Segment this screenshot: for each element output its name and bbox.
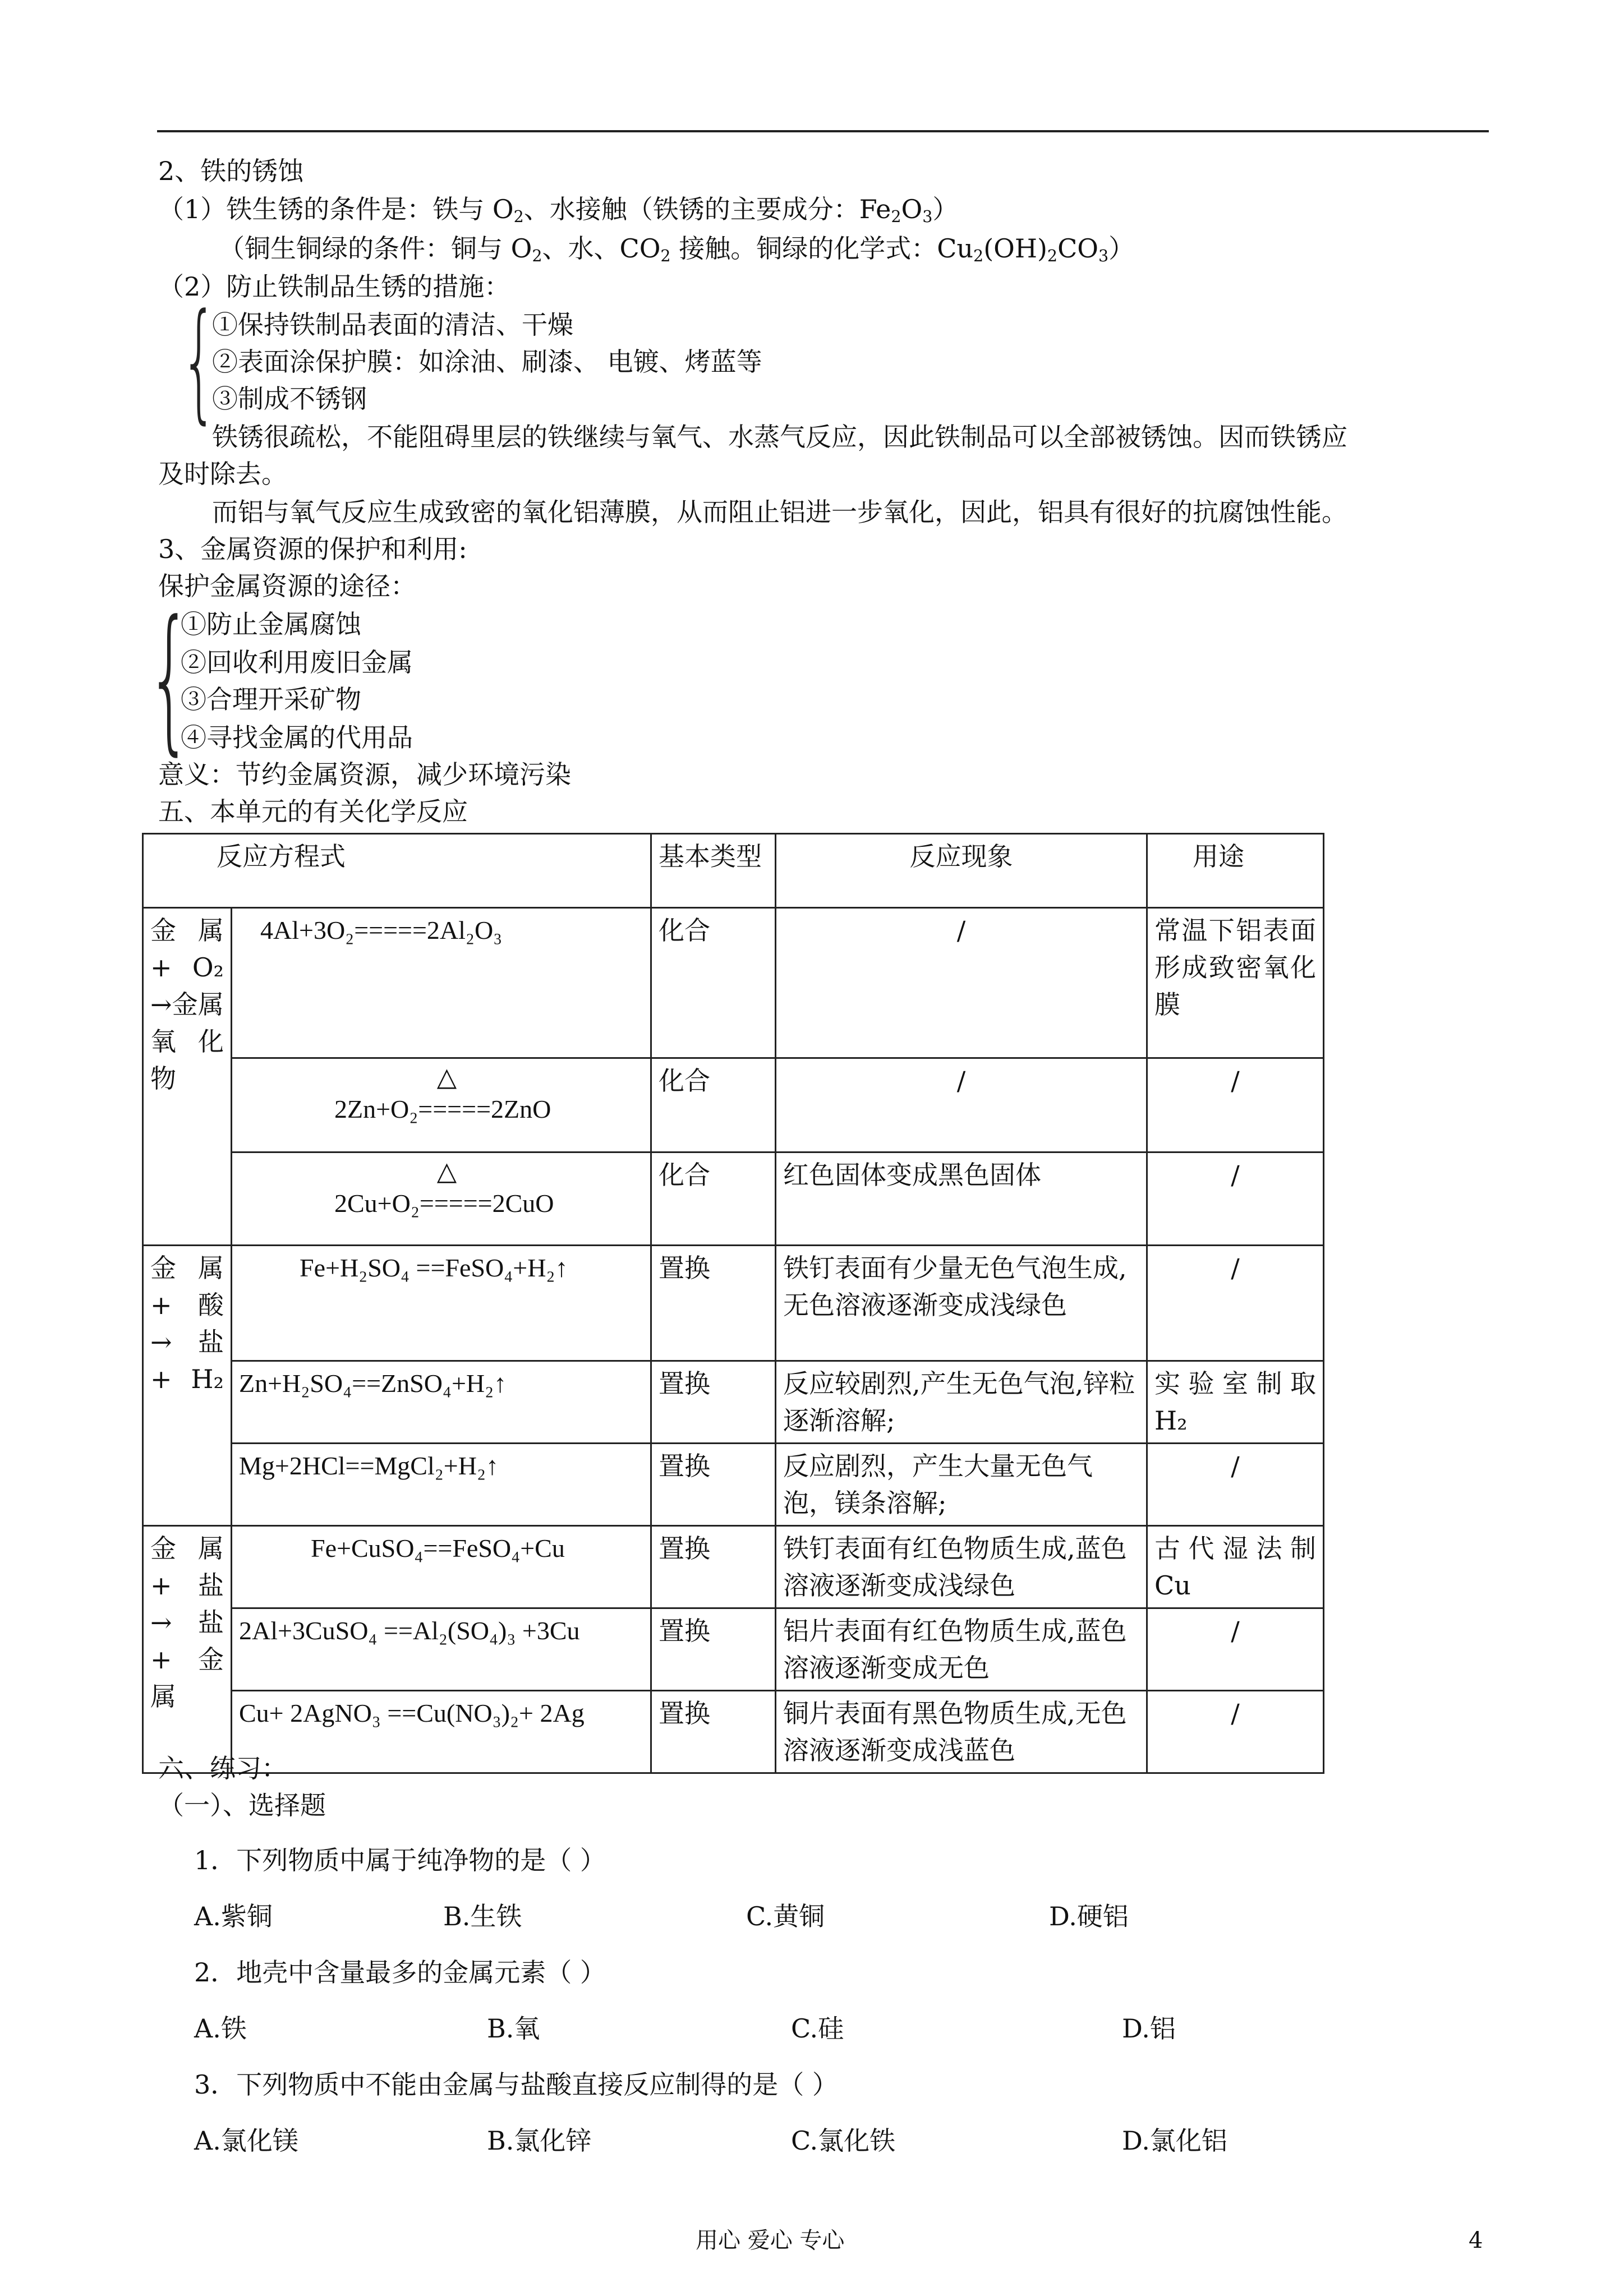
option-text: B.氯化锌	[487, 2126, 592, 2156]
table-row	[143, 908, 1324, 1058]
type-cell: 置换	[651, 1246, 776, 1361]
group-cell: 金属 + O₂ →金属氧化物	[143, 908, 232, 1246]
use-cell: 古代湿法制Cu	[1147, 1526, 1324, 1608]
phenomenon-cell: 铜片表面有黑色物质生成,无色溶液逐渐变成浅蓝色	[776, 1691, 1147, 1773]
group-cell: 金属 + 酸 →盐 + H₂	[143, 1246, 232, 1526]
paragraph-text: 及时除去。	[158, 459, 287, 489]
option-text: B.氧	[487, 2013, 540, 2044]
use-cell: /	[1147, 1444, 1324, 1526]
phenomenon-cell: 铝片表面有红色物质生成,蓝色溶液逐渐变成无色	[776, 1608, 1147, 1691]
type-cell: 化合	[651, 1152, 776, 1246]
header-cell: 反应现象	[776, 834, 1147, 908]
brace-bracket: {	[181, 287, 218, 436]
prevention-heading: （2）防止铁制品生锈的措施：	[158, 271, 510, 302]
table-row	[143, 1361, 1324, 1444]
equation-cell: Mg+2HCl==MgCl₂+H₂↑	[232, 1444, 651, 1526]
way-item: ②回收利用废旧金属	[181, 647, 413, 677]
equation-cell: 2Al+3CuSO₄ ==Al₂(SO₄)₃ +3Cu	[232, 1608, 651, 1691]
option-text: D.硬铝	[1049, 1901, 1129, 1931]
phenomenon-cell: 铁钉表面有红色物质生成,蓝色溶液逐渐变成浅绿色	[776, 1526, 1147, 1608]
page-number: 4	[1469, 2228, 1483, 2253]
table-header-row	[143, 834, 1324, 908]
measure-item: ②表面涂保护膜：如涂油、刷漆、 电镀、烤蓝等	[212, 347, 762, 377]
group-cell: 金属 + 盐 →盐 + 金属	[143, 1526, 232, 1773]
equation-cell: Fe+CuSO₄==FeSO₄+Cu	[232, 1526, 651, 1608]
brace-bracket: {	[147, 587, 192, 770]
section-heading: 2、铁的锈蚀	[158, 156, 304, 186]
paragraph-text: 而铝与氧气反应生成致密的氧化铝薄膜，从而阻止铝进一步氧化，因此，铝具有很好的抗腐蚀性能。	[212, 497, 1347, 527]
section-heading: 五、本单元的有关化学反应	[158, 796, 468, 827]
header-cell: 反应方程式	[143, 834, 651, 908]
table-row	[143, 1246, 1324, 1361]
option-text: D.氯化铝	[1122, 2126, 1227, 2156]
type-cell: 置换	[651, 1608, 776, 1691]
use-cell: 常温下铝表面形成致密氧化膜	[1147, 908, 1324, 1058]
table-row	[143, 1444, 1324, 1526]
phenomenon-cell: 铁钉表面有少量无色气泡生成,无色溶液逐渐变成浅绿色	[776, 1246, 1147, 1361]
option-text: C.黄铜	[746, 1901, 825, 1931]
phenomenon-cell: /	[776, 908, 1147, 1058]
question-text: 3．下列物质中不能由金属与盐酸直接反应制得的是（ ）	[194, 2069, 838, 2100]
table-row	[143, 1058, 1324, 1152]
option-text: A.氯化镁	[194, 2126, 298, 2156]
rust-condition-line: （1）铁生锈的条件是：铁与 $O_2$、水接触（铁锈的主要成分：$Fe_2O_3$）	[158, 194, 959, 227]
use-cell: 实验室制取H₂	[1147, 1361, 1324, 1444]
option-text: D.铝	[1122, 2013, 1176, 2044]
subheading: （一）、选择题	[158, 1790, 326, 1820]
equation-cell: Fe+H₂SO₄ ==FeSO₄+H₂↑	[232, 1246, 651, 1361]
equation-cell: △ 2Cu+O₂=====2CuO	[232, 1152, 651, 1246]
section-heading: 3、金属资源的保护和利用:	[158, 534, 467, 564]
question-text: 2．地壳中含量最多的金属元素（ ）	[194, 1957, 606, 1988]
type-cell: 化合	[651, 908, 776, 1058]
type-cell: 置换	[651, 1444, 776, 1526]
table-row	[143, 1608, 1324, 1691]
phenomenon-cell: 红色固体变成黑色固体	[776, 1152, 1147, 1246]
section-heading: 六、练习：	[158, 1753, 287, 1783]
type-cell: 置换	[651, 1361, 776, 1444]
measure-item: ①保持铁制品表面的清洁、干燥	[212, 310, 573, 340]
way-item: ④寻找金属的代用品	[181, 722, 413, 753]
type-cell: 化合	[651, 1058, 776, 1152]
subheading: 保护金属资源的途径：	[158, 571, 416, 601]
question-text: 1．下列物质中属于纯净物的是（ ）	[194, 1845, 606, 1875]
use-cell: /	[1147, 1246, 1324, 1361]
header-rule	[157, 130, 1489, 132]
phenomenon-cell: 反应较剧烈,产生无色气泡,锌粒逐渐溶解;	[776, 1361, 1147, 1444]
table-row	[143, 1691, 1324, 1773]
copper-patina-line: （铜生铜绿的条件：铜与 $O_2$、水、$CO_2$ 接触。铜绿的化学式：$Cu_2(OH)_2CO_3$）	[219, 233, 1135, 266]
phenomenon-cell: /	[776, 1058, 1147, 1152]
option-text: A.紫铜	[194, 1901, 273, 1931]
way-item: ③合理开采矿物	[181, 684, 361, 714]
option-text: A.铁	[194, 2013, 247, 2044]
header-cell: 用途	[1147, 834, 1324, 908]
equation-cell: Zn+H₂SO₄==ZnSO₄+H₂↑	[232, 1361, 651, 1444]
meaning-text: 意义：节约金属资源，减少环境污染	[158, 759, 571, 790]
use-cell: /	[1147, 1691, 1324, 1773]
option-text: B.生铁	[443, 1901, 522, 1931]
phenomenon-cell: 反应剧烈，产生大量无色气泡，镁条溶解;	[776, 1444, 1147, 1526]
footer-motto: 用心 爱心 专心	[696, 2228, 845, 2253]
reaction-table	[142, 833, 1324, 1774]
measure-item: ③制成不锈钢	[212, 384, 367, 414]
use-cell: /	[1147, 1058, 1324, 1152]
equation-cell: △ 2Zn+O₂=====2ZnO	[232, 1058, 651, 1152]
equation-cell: Cu+ 2AgNO₃ ==Cu(NO₃)₂+ 2Ag	[232, 1691, 651, 1773]
equation-cell: 4Al+3O₂=====2Al₂O₃	[232, 908, 651, 1058]
paragraph-text: 铁锈很疏松，不能阻碍里层的铁继续与氧气、水蒸气反应，因此铁制品可以全部被锈蚀。因而铁锈应	[212, 422, 1347, 452]
use-cell: /	[1147, 1152, 1324, 1246]
option-text: C.硅	[791, 2013, 844, 2044]
use-cell: /	[1147, 1608, 1324, 1691]
header-cell: 基本类型	[651, 834, 776, 908]
type-cell: 置换	[651, 1526, 776, 1608]
way-item: ①防止金属腐蚀	[181, 609, 361, 639]
table-row	[143, 1526, 1324, 1608]
table-row	[143, 1152, 1324, 1246]
option-text: C.氯化铁	[791, 2126, 896, 2156]
type-cell: 置换	[651, 1691, 776, 1773]
